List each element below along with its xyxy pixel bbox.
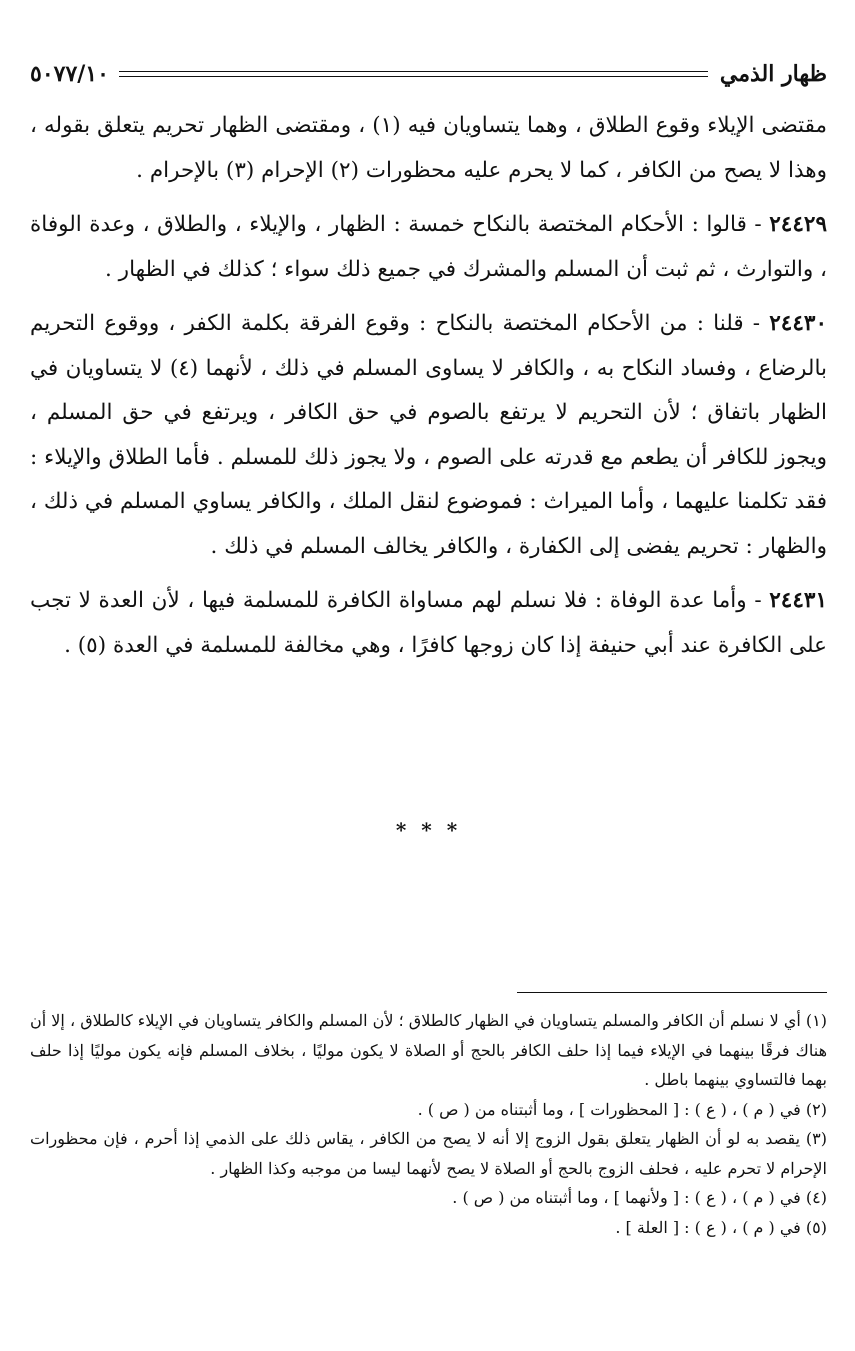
- paragraph-text: - قالوا : الأحكام المختصة بالنكاح خمسة : الظهار ، والإيلاء ، والطلاق ، وعدة الوفاة ، والتوارث ، ثم ثبت أن المسلم والمشرك في جميع ذلك سواء ؛ كذلك في الظهار .: [30, 212, 827, 282]
- issue-number: ٢٤٤٣١: [769, 588, 827, 613]
- footnote: (٣) يقصد به لو أن الظهار يتعلق بقول الزوج إلا أنه لا يصح من الكافر ، يقاس ذلك على الذمي إذا أحرم ، فإن محظورات الإحرام لا تحرم عليه ، فحلف الزوج بالحج أو الصلاة لا يصح لأنهما ليسا من موجبه وكذا الظهار .: [30, 1129, 827, 1178]
- paragraph: [30, 579, 827, 668]
- running-title: ظهار الذمي: [719, 61, 827, 87]
- header-rule: [119, 71, 708, 77]
- footnote: (٤) في ( م ) ، ( ع ) : [ ولأنهما ] ، وما أثبتناه من ( ص ) .: [452, 1188, 827, 1207]
- paragraph-text: - وأما عدة الوفاة : فلا نسلم لهم مساواة الكافرة للمسلمة فيها ، لأن العدة لا تجب على الكافرة عند أبي حنيفة إذا كان زوجها كافرًا ، وهي مخالفة للمسلمة في العدة (٥) .: [30, 588, 827, 658]
- footnote: (٢) في ( م ) ، ( ع ) : [ المحظورات ] ، وما أثبتناه من ( ص ) .: [417, 1099, 827, 1119]
- paragraph-text: - قلنا : من الأحكام المختصة بالنكاح : وقوع الفرقة بكلمة الكفر ، ووقوع التحريم بالرضاع ، وفساد النكاح به ، والكافر لا يساوى المسلم في ذلك ، لأنهما (٤) لا يتساويان في الظهار باتفاق ؛ لأن التحريم لا يرتفع بالصوم في حق الكافر ، ويرتفع في حق المسلم ، ويجوز للكافر أن يطعم مع قدرته على الصوم ، ولا يجوز ذلك للمسلم . فأما الطلاق والإيلاء : فقد تكلمنا عليهما ، وأما الميراث : فموضوع لنقل الملك ، والكافر يساوي المسلم في ذلك ، والظهار : تحريم يفضى إلى الكفارة ، والكافر يخالف المسلم في ذلك .: [30, 311, 828, 559]
- footnote: (١) أي لا نسلم أن الكافر والمسلم يتساويان في الظهار كالطلاق ؛ لأن المسلم والكافر يتساويان في الإيلاء كالطلاق ، إلا أن هناك فرقًا بينهما في الإيلاء فيما إذا حلف الكافر بالحج أو الصلاة لا يكون موليًا ، بخلاف المسلم فإنه يكون موليًا إذا حلف بهما فالتساوي بينهما باطل .: [30, 1011, 827, 1089]
- book-page: [30, 0, 827, 1351]
- footnotes: [30, 1006, 827, 1242]
- page-number: ٥٠٧٧/١٠: [30, 61, 109, 87]
- paragraph: [30, 302, 827, 569]
- issue-number: ٢٤٤٢٩: [769, 212, 827, 237]
- issue-number: ٢٤٤٣٠: [769, 311, 827, 336]
- section-separator: * * *: [395, 818, 462, 842]
- main-text: [30, 104, 827, 678]
- page-header: [30, 56, 827, 92]
- paragraph: [30, 203, 827, 292]
- footnote: (٥) في ( م ) ، ( ع ) : [ العلة ] .: [615, 1217, 827, 1237]
- paragraph: [30, 104, 827, 193]
- paragraph-text: مقتضى الإيلاء وقوع الطلاق ، وهما يتساويان فيه (١) ، ومقتضى الظهار تحريم يتعلق بقوله ، وهذا لا يصح من الكافر ، كما لا يحرم عليه محظورات (٢) الإحرام (٣) بالإحرام .: [30, 113, 827, 183]
- footnote-rule: [517, 992, 827, 993]
